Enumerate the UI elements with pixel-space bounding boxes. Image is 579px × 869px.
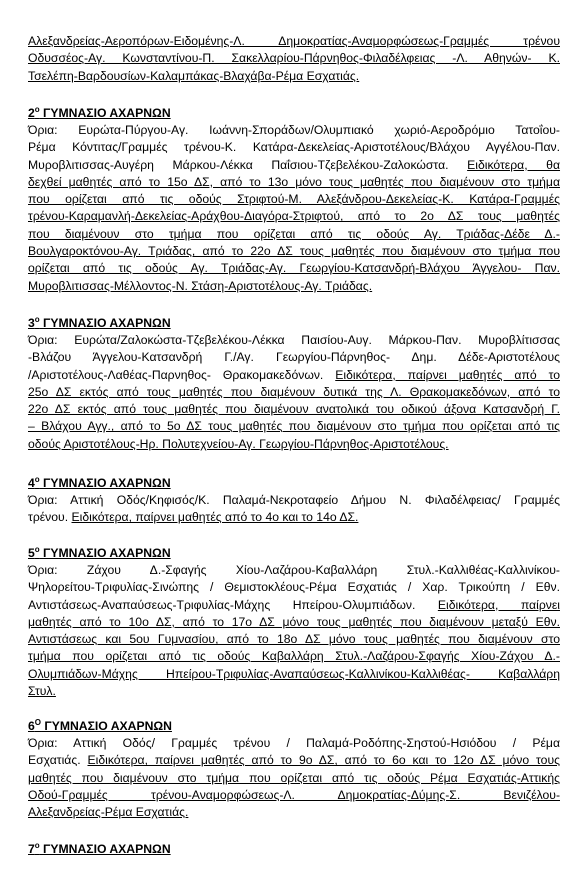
text-line: οδούς Αριστοτέλους-Ηρ. Πολυτεχνείου-Αγ. Γεωργίου-Πάρνηθος-Αριστοτέλους. (28, 436, 449, 451)
text-line: -Βλάζου Άγγελου-Κατσανδρή Γ./Αγ. Γεωργίου-Πάρνηθος- Δημ. Δέδε-Αριστοτέλους (28, 350, 560, 365)
intro-paragraph (28, 33, 560, 85)
text-line: Οδυσσέος-Αγ. Κωνσταντίνου-Π. Σακελλαρίου-Πάρνηθος-Φιλαδέλφειας -Λ. Αθηνών- Κ. (28, 51, 560, 66)
text-line: Ψηλορείτου-Τριφυλίας-Σινώπης / Θεμιστοκλέους-Ρέμα Εσχατιάς / Χαρ. Τρικούπη / Εθν. (28, 580, 560, 595)
text-line: που ορίζεται από τις οδούς Στριφτού-Μ. Αλεξάνδρου-Δεκελείας-Κ. Κατάρα-Γραμμές (28, 192, 560, 207)
section-heading: $5^o$ ΓΥΜΝΑΣΙΟ ΑΧΑΡΝΩΝ (28, 545, 171, 560)
text-line: Τσελέπη-Βαρδουσίων-Καλαμπάκας-Βλαχάβα-Ρέμα Εσχατιάς. (28, 68, 360, 83)
text-line: ορίζεται από τις οδούς Αγ. Τριάδας-Αγ. Γεωργίου-Κατσανδρή-Βλάχου Άγγελου- Παν. (28, 261, 560, 276)
section-heading: $2^o$ ΓΥΜΝΑΣΙΟ ΑΧΑΡΝΩΝ (28, 105, 171, 120)
text-line: Μυροβλιτισσας-Μέλλοντος-Ν. Στάση-Αριστοτέλους-Αγ. Τριάδας. (28, 278, 373, 293)
text-line: Εσχατιάς. Ειδικότερα, παίρνει μαθητές από το 9ο ΔΣ, από το 6ο και το 12ο ΔΣ μόνο τους (28, 753, 560, 768)
text-line: Όρια: Αττική Οδός/ Γραμμές τρένου / Παλαμά-Ροδόπης-Σηστού-Ησιόδου / Ρέμα (28, 736, 560, 750)
section-gymnasio-7 (28, 840, 560, 858)
text-line: Αντιστάσεως και 5ου Γυμνασίου, από το 18ο ΔΣ μόνο τους μαθητές που διαμένουν στο (28, 632, 560, 647)
section-heading: $4^o$ ΓΥΜΝΑΣΙΟ ΑΧΑΡΝΩΝ (28, 475, 171, 490)
section-gymnasio-4 (28, 474, 560, 527)
text-line: Ολυμπιάδων-Μάχης Ηπείρου-Τριφυλίας-Αναπαύσεως-Καλλινίκου-Καλλιθέας- Καβαλλάρη (28, 666, 560, 681)
text-line: Στυλ. (28, 684, 56, 699)
text-line: μαθητές που διαμένουν στο τμήμα που ορίζεται από τις οδούς Ρέμα Εσχατιάς-Αττικής (28, 770, 560, 785)
section-heading: $7^o$ ΓΥΜΝΑΣΙΟ ΑΧΑΡΝΩΝ (28, 841, 171, 856)
section-gymnasio-5 (28, 544, 560, 700)
text-line: τρένου-Καραμανλή-Δεκελείας-Αράχθου-Διαγόρα-Στριφτού, από το 2ο ΔΣ τους μαθητές (28, 209, 560, 224)
section-gymnasio-6 (28, 717, 560, 821)
text-line: δεχθεί μαθητές από το 15ο ΔΣ, από το 13ο μόνο τους μαθητές που διαμένουν στο τμήμα (28, 174, 560, 189)
text-line: Όρια: Αττική Οδός/Κηφισός/Κ. Παλαμά-Νεκροταφείο Δήμου Ν. Φιλαδέλφειας/ Γραμμές (28, 493, 560, 507)
text-line: 22ο ΔΣ εκτός από τους μαθητές που διαμένουν ανατολικά του οδικού άξονα Κατσανδρή Γ. (28, 402, 560, 417)
text-line: μαθητές από το 10ο ΔΣ, από το 17ο ΔΣ μόνο τους μαθητές που διαμένουν μεταξύ Εθν. (28, 614, 560, 629)
text-line: τρένου. Ειδικότερα, παίρνει μαθητές από το 4ο και το 14ο ΔΣ. (28, 510, 359, 525)
section-gymnasio-3 (28, 314, 560, 453)
text-line: τμήμα που ορίζεται από τις οδούς Καβαλλάρη Στυλ.-Λαζάρου-Σφαγής Χίου-Ζάχου Δ.- (28, 649, 560, 664)
text-line: Αντιστάσεως-Αναπαύσεως-Τριφυλίας-Μάχης Ηπείρου-Ολυμπιάδων. Ειδικότερα, παίρνει (28, 597, 560, 612)
text-line: Αλεξανδρείας-Ρέμα Εσχατιάς. (28, 805, 189, 820)
text-line: Όρια: Ευρώτα-Πύργου-Αγ. Ιωάννη-Σποράδων/Ολυμπιακό χωριό-Αεροδρόμιο Τατοΐου- (28, 123, 560, 137)
section-gymnasio-2 (28, 104, 560, 295)
text-line: που διαμένουν στο τμήμα που ορίζεται από τις οδούς Αγ. Τριάδας-Δέδε Δ.- (28, 226, 560, 241)
text-line: 25ο ΔΣ εκτός από τους μαθητές που διαμένουν δυτικά της Λ. Θρακομακεδόνων, από το (28, 384, 560, 399)
text-line: Όρια: Ζάχου Δ.-Σφαγής Χίου-Λαζάρου-Καβαλλάρη Στυλ.-Καλλιθέας-Καλλινίκου- (28, 563, 560, 577)
text-line: Βουλγαροκτόνου-Αγ. Τριάδας, από το 22ο ΔΣ τους μαθητές που διαμένουν στο τμήμα που (28, 244, 560, 259)
section-heading: $3^o$ ΓΥΜΝΑΣΙΟ ΑΧΑΡΝΩΝ (28, 315, 171, 330)
text-line: Οδού-Γραμμές τρένου-Αναμορφώσεως-Λ. Δημοκρατίας-Δύμης-Σ. Βενιζέλου- (28, 787, 560, 802)
text-line: Αλεξανδρείας-Αεροπόρων-Ειδομένης-Λ. Δημοκρατίας-Αναμορφώσεως-Γραμμές τρένου (28, 34, 560, 48)
section-heading: $6^O$ ΓΥΜΝΑΣΙΟ ΑΧΑΡΝΩΝ (28, 718, 172, 733)
text-line: /Αριστοτέλους-Λαθέας-Παρνηθος- Θρακομακεδόνων. Ειδικότερα, παίρνει μαθητές από το (28, 367, 560, 382)
text-line: Ρέμα Κόντιτας/Γραμμές τρένου-Κ. Κατάρα-Δεκελείας-Αριστοτέλους/Βλάχου Αγγέλου-Παν. (28, 140, 560, 155)
text-line: – Βλάχου Αγγ., από το 5ο ΔΣ τους μαθητές που διαμένουν στο τμήμα που ορίζεται από τις (28, 419, 560, 434)
text-line: Όρια: Ευρώτα/Ζαλοκώστα-Τζεβελέκου-Λέκκα Παισίου-Αυγ. Μάρκου-Παν. Μυροβλίτισσας (28, 333, 560, 347)
text-line: Μυροβλιτισσας-Αυγέρη Μάρκου-Λέκκα Παΐσιου-Τζεβελέκου-Ζαλοκώστα. Ειδικότερα, θα (28, 157, 561, 172)
